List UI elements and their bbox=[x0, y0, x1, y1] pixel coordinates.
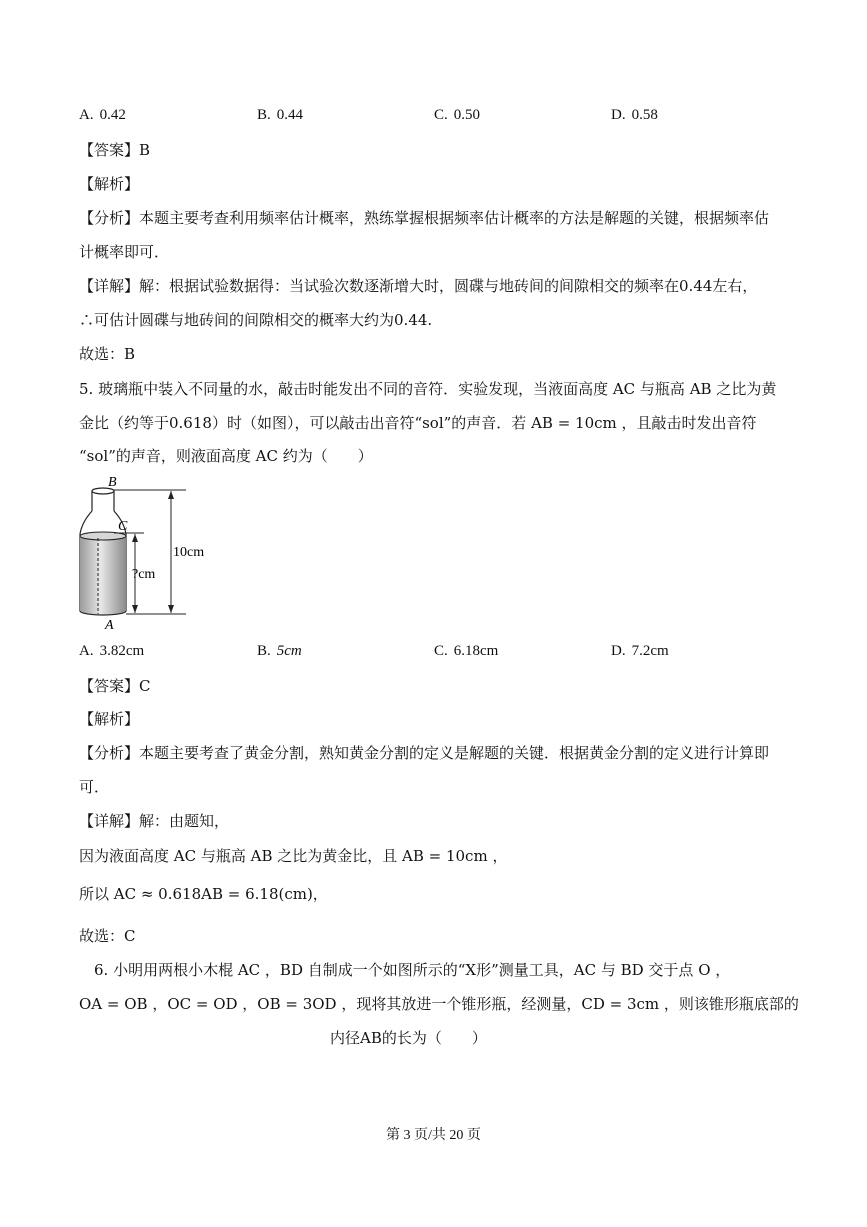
q5-analysis-line2: 可． bbox=[79, 778, 110, 796]
q4-option-b bbox=[257, 104, 303, 125]
q5-option-d bbox=[611, 640, 669, 661]
q6-stem-line3: 内径AB的长为（ ） bbox=[330, 1029, 487, 1047]
option-label: A. bbox=[79, 107, 94, 123]
q5-stem-line1: 5. 玻璃瓶中装入不同量的水，敲击时能发出不同的音符．实验发现，当液面高度 AC 与瓶高 AB 之比为黄 bbox=[79, 380, 777, 398]
point-c-label: C bbox=[118, 519, 128, 534]
option-label: A. bbox=[79, 643, 94, 659]
option-label: C. bbox=[434, 643, 448, 659]
q4-choice: 故选：B bbox=[79, 345, 136, 363]
point-a-label: A bbox=[105, 618, 114, 632]
q4-analysis-tag: 【解析】 bbox=[79, 175, 140, 193]
q5-analysis-tag: 【解析】 bbox=[79, 710, 140, 728]
option-value: 5cm bbox=[276, 643, 302, 659]
q5-answer: 【答案】C bbox=[79, 677, 151, 695]
option-value: 0.44 bbox=[276, 107, 304, 123]
q4-answer: 【答案】B bbox=[79, 141, 151, 159]
q5-option-c bbox=[434, 640, 498, 661]
q5-stem-line2: 金比（约等于0.618）时（如图），可以敲击出音符“sol”的声音．若 AB = 10cm ，且敲击时发出音符 bbox=[79, 414, 757, 432]
q5-option-b bbox=[257, 640, 302, 661]
option-label: C. bbox=[434, 107, 448, 123]
option-label: B. bbox=[257, 643, 271, 659]
q5-stem-line3: “sol”的声音，则液面高度 AC 约为（ ） bbox=[79, 447, 373, 465]
option-value: 0.50 bbox=[453, 107, 481, 123]
water-column bbox=[80, 532, 126, 615]
option-label: D. bbox=[611, 643, 626, 659]
option-value: 0.42 bbox=[99, 107, 126, 123]
option-value: 7.2cm bbox=[631, 643, 669, 659]
q4-analysis-line2: 计概率即可． bbox=[79, 243, 170, 261]
q4-detail-line2: ∴可估计圆碟与地砖间的间隙相交的概率大约为0.44. bbox=[79, 311, 433, 329]
point-b-label: B bbox=[108, 475, 117, 490]
q5-option-a bbox=[79, 640, 144, 661]
option-value: 0.58 bbox=[631, 107, 658, 123]
bottle-figure bbox=[74, 474, 224, 632]
q5-detail-line3: 所以 AC ≈ 0.618AB = 6.18(cm)， bbox=[79, 885, 328, 903]
q5-detail-line1: 【详解】解：由题知， bbox=[79, 812, 230, 830]
option-label: D. bbox=[611, 107, 626, 123]
q5-choice: 故选：C bbox=[79, 927, 136, 945]
option-value: 6.18cm bbox=[453, 643, 499, 659]
q6-stem-line1: 6. 小明用两根小木棍 AC ，BD 自制成一个如图所示的“X形”测量工具，AC 与 BD 交于点 O ， bbox=[94, 961, 731, 979]
height-label: 10cm bbox=[173, 545, 205, 560]
option-value: 3.82cm bbox=[99, 643, 145, 659]
q5-detail-line2: 因为液面高度 AC 与瓶高 AB 之比为黄金比，且 AB = 10cm ， bbox=[79, 847, 508, 865]
q4-option-c bbox=[434, 104, 480, 125]
q5-analysis-line1: 【分析】本题主要考查了黄金分割，熟知黄金分割的定义是解题的关键．根据黄金分割的定义进行计算即 bbox=[79, 744, 770, 762]
q4-analysis-line1: 【分析】本题主要考查利用频率估计概率，熟练掌握根据频率估计概率的方法是解题的关键，根据频率估 bbox=[79, 209, 770, 227]
option-label: B. bbox=[257, 107, 271, 123]
unknown-height-label: ?cm bbox=[132, 567, 156, 582]
q4-detail-line1: 【详解】解：根据试验数据得：当试验次数逐渐增大时，圆碟与地砖间的间隙相交的频率在0.44左右， bbox=[79, 277, 758, 295]
q4-option-d bbox=[611, 104, 658, 125]
page-footer: 第 3 页/共 20 页 bbox=[386, 1128, 481, 1143]
q4-option-a bbox=[79, 104, 126, 125]
q6-stem-line2: OA = OB ，OC = OD ，OB = 3OD ，现将其放进一个锥形瓶，经测量，CD = 3cm ，则该锥形瓶底部的 bbox=[79, 995, 799, 1013]
